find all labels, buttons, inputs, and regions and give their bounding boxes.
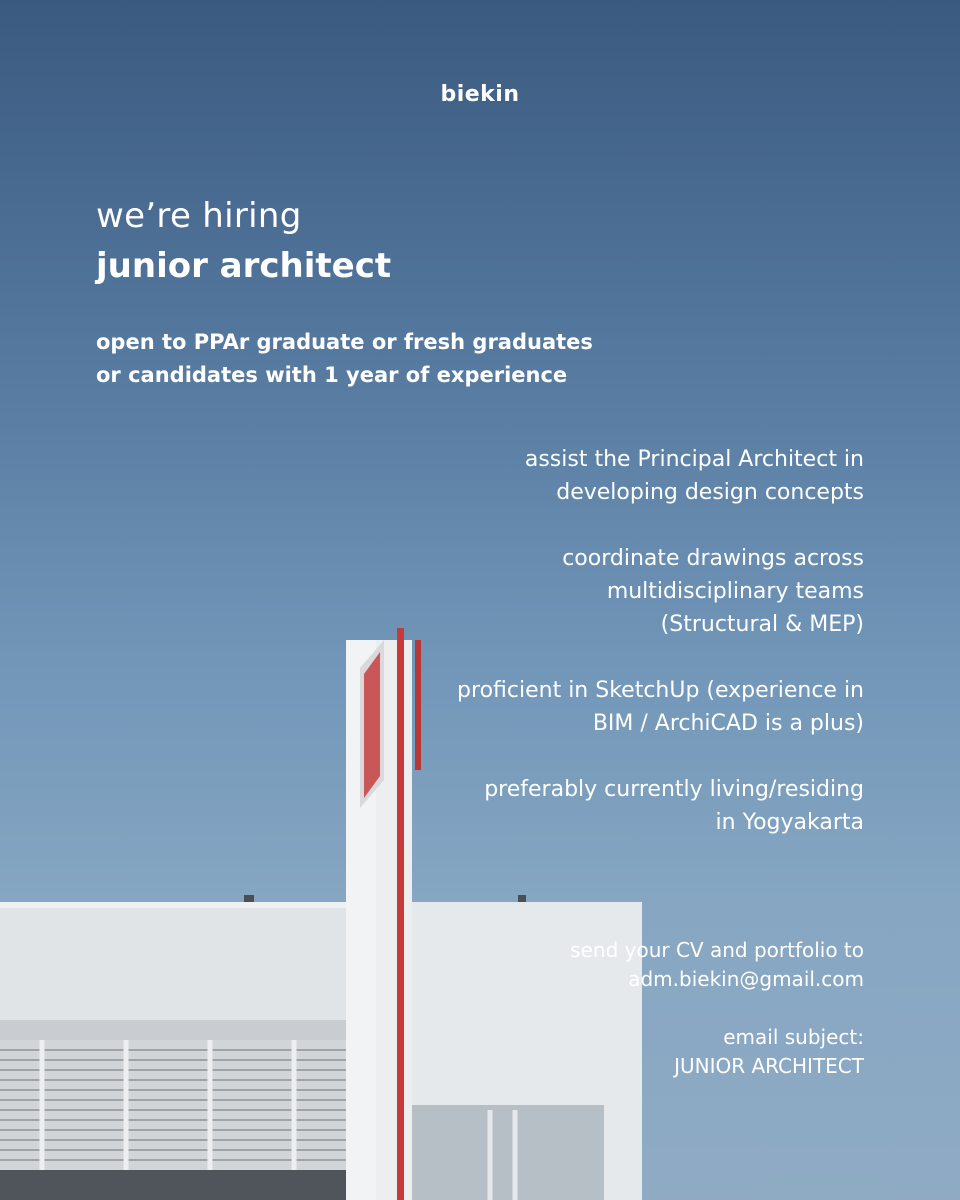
requirement-item [457,773,864,839]
requirement-line: proficient in SketchUp (experience in [457,678,864,703]
contact-send [570,936,864,994]
brand-logo: biekin [440,82,520,107]
headline-hiring: we’re hiring [96,196,302,236]
eligibility-text [96,326,593,392]
requirement-line: preferably currently living/residing [484,777,864,802]
requirements-list [457,443,864,872]
requirement-line: (Structural & MEP) [660,612,864,637]
eligibility-line: open to PPAr graduate or fresh graduates [96,330,593,354]
requirement-line: developing design concepts [556,480,864,505]
requirement-item [457,542,864,641]
requirement-line: in Yogyakarta [715,810,864,835]
subject-value: JUNIOR ARCHITECT [674,1054,864,1078]
requirement-line: multidisciplinary teams [606,579,864,604]
requirement-line: BIM / ArchiCAD is a plus) [592,711,864,736]
requirement-line: coordinate drawings across [562,546,864,571]
headline-role: junior architect [96,246,392,286]
subject-label: email subject: [723,1025,864,1049]
contact-info [570,936,864,1110]
send-instruction: send your CV and portfolio to [570,938,864,962]
requirement-item [457,674,864,740]
requirement-line: assist the Principal Architect in [524,447,864,472]
requirement-item [457,443,864,509]
email-address[interactable]: adm.biekin@gmail.com [628,967,864,991]
contact-subject [570,1023,864,1081]
eligibility-line: or candidates with 1 year of experience [96,363,568,387]
